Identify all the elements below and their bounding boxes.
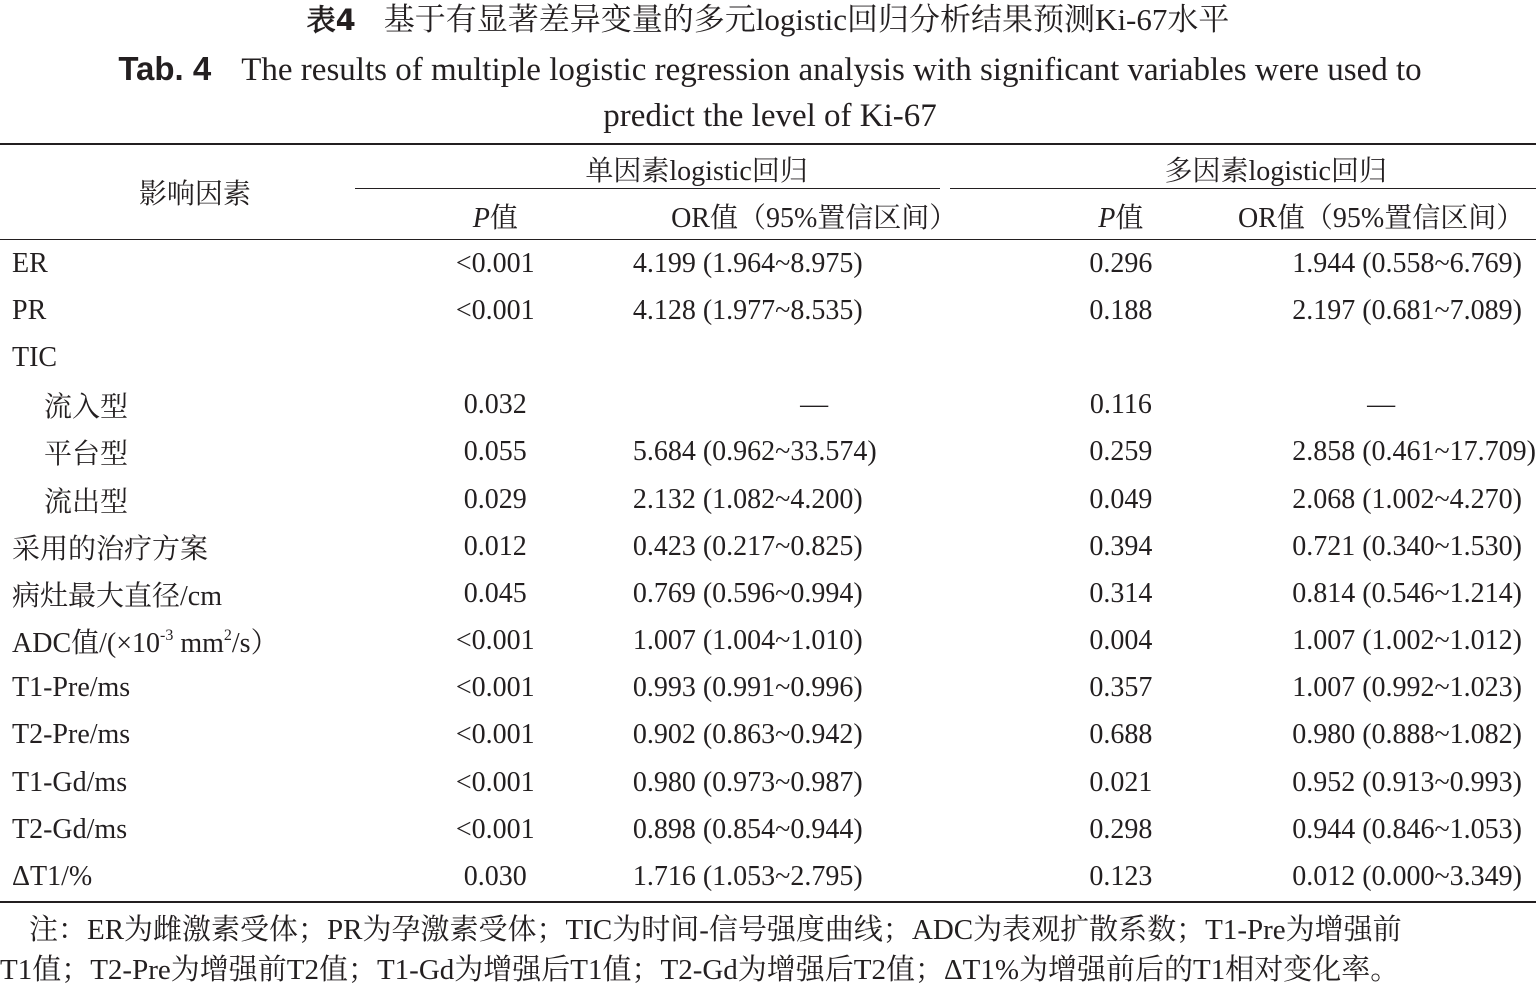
row-or-multivariate: 0.814 (0.546~1.214) <box>1292 577 1522 609</box>
row-or-multivariate: — <box>1367 389 1396 421</box>
row-p-multivariate <box>1016 334 1227 381</box>
row-p-multivariate: 0.688 <box>1089 719 1153 751</box>
row-or-univariate: 4.199 (1.964~8.975) <box>632 247 863 279</box>
row-p-multivariate: 0.004 <box>1089 625 1153 657</box>
table-row <box>0 382 1536 429</box>
row-p-univariate: <0.001 <box>455 672 535 704</box>
row-factor: PR <box>12 294 47 326</box>
header-factor: 影响因素 <box>138 179 251 210</box>
row-or-univariate: 0.980 (0.973~0.987) <box>632 766 863 798</box>
table-row <box>0 618 1536 665</box>
table-row <box>0 429 1536 476</box>
row-p-univariate: 0.045 <box>463 577 527 609</box>
row-p-univariate: 0.055 <box>463 436 527 468</box>
table-row <box>0 853 1536 901</box>
row-or-multivariate: 1.944 (0.558~6.769) <box>1292 247 1522 279</box>
row-or-multivariate: 0.952 (0.913~0.993) <box>1292 766 1522 798</box>
row-factor: ER <box>12 247 48 279</box>
table-row <box>0 287 1536 334</box>
row-or-multivariate: 2.068 (1.002~4.270) <box>1292 483 1522 515</box>
row-or-univariate <box>613 334 1016 381</box>
table-label-english: Tab. 4 <box>118 50 212 87</box>
row-p-multivariate: 0.123 <box>1089 861 1153 893</box>
row-factor: 采用的治疗方案 <box>12 533 209 565</box>
row-or-multivariate: 0.721 (0.340~1.530) <box>1292 530 1522 562</box>
row-p-multivariate: 0.314 <box>1089 577 1153 609</box>
row-factor: T2-Gd/ms <box>12 813 128 845</box>
row-or-univariate: 2.132 (1.082~4.200) <box>632 483 863 515</box>
row-factor-adc: ADC值$/(\times 10^{-3}$ $mm^2/s$） <box>12 627 279 660</box>
header-multivariate-group: 多因素logistic回归 <box>1164 156 1387 187</box>
row-or-univariate: 0.769 (0.596~0.994) <box>632 577 863 609</box>
table-row <box>0 806 1536 853</box>
row-factor: TIC <box>12 341 58 373</box>
row-factor: 流出型 <box>44 486 129 518</box>
row-p-univariate: 0.032 <box>463 389 527 421</box>
row-p-multivariate: 0.357 <box>1089 672 1153 704</box>
table-note-line1: 注：ER为雌激素受体；PR为孕激素受体；TIC为时间-信号强度曲线；ADC为表观扩散系数；T1-Pre为增强前 <box>0 914 1402 946</box>
row-p-multivariate: 0.394 <box>1089 530 1153 562</box>
table-title-chinese <box>0 0 1536 40</box>
row-p-univariate: 0.030 <box>463 861 527 893</box>
row-p-multivariate: 0.298 <box>1089 813 1153 845</box>
row-factor: T1-Pre/ms <box>12 672 131 704</box>
header-or-multivariate: OR值（95%置信区间） <box>1237 203 1525 234</box>
table-note-line2: T1值；T2-Pre为增强前T2值；T1-Gd为增强后T1值；T2-Gd为增强后T2值；ΔT1%为增强前后的T1相对变化率。 <box>0 954 1400 986</box>
row-or-multivariate <box>1226 334 1536 381</box>
row-p-univariate: 0.012 <box>463 530 527 562</box>
row-p-multivariate: 0.021 <box>1089 766 1153 798</box>
row-p-multivariate: 0.259 <box>1089 436 1153 468</box>
results-table <box>0 143 1536 903</box>
row-p-univariate: <0.001 <box>455 625 535 657</box>
table-title-english-line1: The results of multiple logistic regression analysis with significant variables were used to <box>241 52 1422 88</box>
table-row <box>0 240 1536 288</box>
row-factor: 流入型 <box>44 392 129 424</box>
row-or-univariate: 0.898 (0.854~0.944) <box>632 813 863 845</box>
header-p-value-univariate: P值 <box>472 203 518 234</box>
row-or-multivariate: 0.012 (0.000~3.349) <box>1292 861 1522 893</box>
row-p-multivariate: 0.116 <box>1089 389 1152 421</box>
row-factor: T1-Gd/ms <box>12 766 128 798</box>
table-title-chinese-text: 基于有显著差异变量的多元logistic回归分析结果预测Ki-67水平 <box>383 2 1230 37</box>
row-p-univariate <box>378 334 613 381</box>
table-row <box>0 476 1536 523</box>
table-title-english <box>20 46 1520 139</box>
header-or-univariate: OR值（95%置信区间） <box>671 203 958 234</box>
row-p-multivariate: 0.296 <box>1089 247 1153 279</box>
table-row <box>0 665 1536 712</box>
row-or-multivariate: 0.980 (0.888~1.082) <box>1292 719 1522 751</box>
row-or-multivariate: 0.944 (0.846~1.053) <box>1292 813 1522 845</box>
row-or-univariate: 0.993 (0.991~0.996) <box>632 672 863 704</box>
table-row <box>0 759 1536 806</box>
row-or-multivariate: 2.197 (0.681~7.089) <box>1292 294 1522 326</box>
row-or-univariate: — <box>800 389 829 421</box>
row-or-univariate: 1.716 (1.053~2.795) <box>632 861 863 893</box>
row-p-univariate: <0.001 <box>455 813 535 845</box>
row-p-multivariate: 0.049 <box>1089 483 1153 515</box>
row-or-univariate: 1.007 (1.004~1.010) <box>632 625 863 657</box>
row-p-univariate: 0.029 <box>463 483 527 515</box>
table-note <box>0 910 1536 990</box>
table-row <box>0 334 1536 381</box>
row-p-multivariate: 0.188 <box>1089 294 1153 326</box>
table-row <box>0 523 1536 570</box>
table-title-english-line2: predict the level of Ki-67 <box>603 98 937 134</box>
header-univariate-group: 单因素logistic回归 <box>585 156 808 187</box>
table-label-chinese: 表4 <box>306 3 356 37</box>
row-factor: T2-Pre/ms <box>12 719 131 751</box>
row-or-univariate: 5.684 (0.962~33.574) <box>632 436 877 468</box>
row-factor: 病灶最大直径/cm <box>12 580 222 612</box>
row-factor: ΔT1/% <box>12 861 93 893</box>
row-or-multivariate: 2.858 (0.461~17.709) <box>1292 436 1536 468</box>
row-or-multivariate: 1.007 (0.992~1.023) <box>1292 672 1522 704</box>
row-p-univariate: <0.001 <box>455 294 535 326</box>
table-row <box>0 712 1536 759</box>
row-p-univariate: <0.001 <box>455 719 535 751</box>
row-or-multivariate: 1.007 (1.002~1.012) <box>1292 625 1522 657</box>
row-or-univariate: 4.128 (1.977~8.535) <box>632 294 863 326</box>
row-factor: 平台型 <box>44 439 129 471</box>
header-p-value-multivariate: P值 <box>1098 203 1144 234</box>
table-row <box>0 570 1536 617</box>
row-p-univariate: <0.001 <box>455 766 535 798</box>
row-or-univariate: 0.902 (0.863~0.942) <box>632 719 863 751</box>
row-p-univariate: <0.001 <box>455 247 535 279</box>
row-or-univariate: 0.423 (0.217~0.825) <box>632 530 863 562</box>
